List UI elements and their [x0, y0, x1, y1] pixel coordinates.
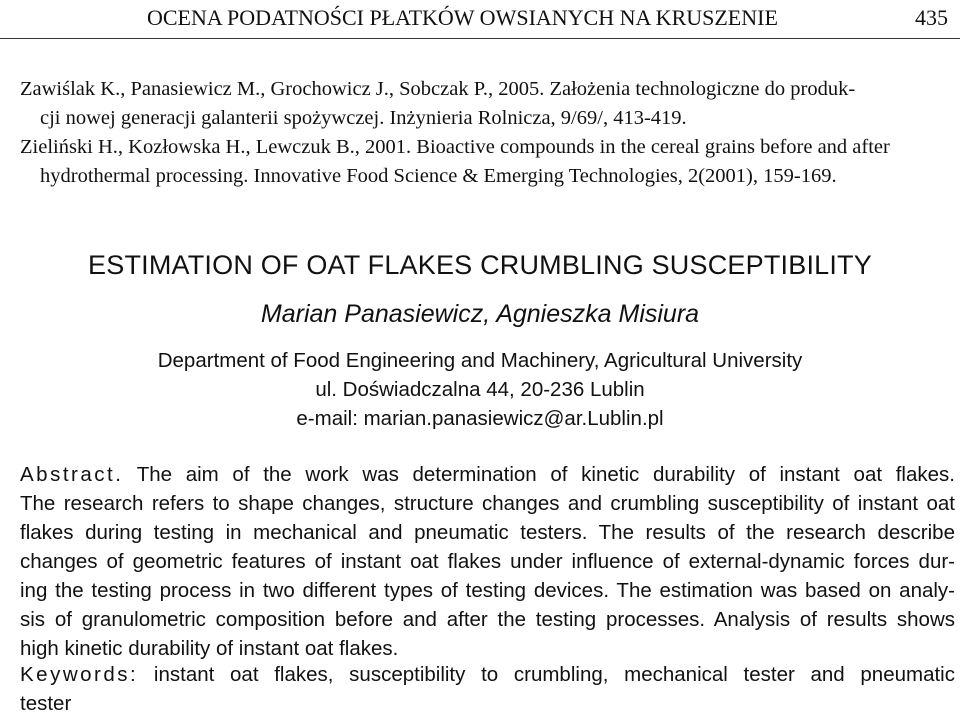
affiliation-email: e-mail: marian.panasiewicz@ar.Lublin.pl — [296, 407, 664, 430]
keywords-last-line: tester — [20, 692, 72, 715]
abstract-first-line-text: The aim of the work was determination of kinetic durability of instant oat flakes. — [123, 463, 955, 486]
running-title: OCENA PODATNOŚCI PŁATKÓW OWSIANYCH NA KRUSZENIE — [147, 5, 778, 30]
affiliation-address: ul. Doświadczalna 44, 20-236 Lublin — [315, 378, 645, 401]
keywords-block — [20, 660, 955, 718]
references-list — [20, 75, 955, 191]
abstract-line: high kinetic durability of instant oat flakes. — [20, 637, 399, 660]
reference-entry — [20, 133, 955, 191]
keywords-text: instant oat flakes, susceptibility to crumbling, mechanical tester and pneumatic — [138, 663, 955, 686]
abstract-first-line — [20, 460, 955, 489]
keywords-label: Keywords: — [20, 663, 139, 686]
abstract-line: flakes during testing in mechanical and pneumatic testers. The results of the research describe — [20, 521, 955, 544]
abstract-line: The research refers to shape changes, structure changes and crumbling susceptibility of instant oat — [20, 492, 955, 515]
abstract-block — [20, 460, 955, 663]
affiliation-block — [0, 346, 960, 433]
reference-line: hydrothermal processing. Innovative Food Science & Emerging Technologies, 2(2001), 159-169. — [40, 165, 837, 187]
reference-line: cji nowej generacji galanterii spożywczej. Inżynieria Rolnicza, 9/69/, 413-419. — [40, 107, 687, 129]
reference-entry — [20, 75, 955, 133]
abstract-line: sis of granulometric composition before and after the testing processes. Analysis of results shows — [20, 608, 955, 631]
article-authors: Marian Panasiewicz, Agnieszka Misiura — [260, 300, 700, 328]
abstract-line: changes of geometric features of instant oat flakes under influence of external-dynamic forces dur- — [20, 550, 955, 573]
keywords-first-line — [20, 660, 955, 689]
abstract-label: Abstract. — [20, 463, 124, 486]
page-number: 435 — [915, 5, 948, 30]
article-title: ESTIMATION OF OAT FLAKES CRUMBLING SUSCEPTIBILITY — [88, 250, 872, 280]
running-header — [0, 0, 960, 39]
affiliation-department: Department of Food Engineering and Machinery, Agricultural University — [157, 349, 803, 372]
reference-line: Zawiślak K., Panasiewicz M., Grochowicz J., Sobczak P., 2005. Założenia technologiczne do produk- — [20, 78, 856, 100]
abstract-line: ing the testing process in two different types of testing devices. The estimation was based on analy- — [20, 579, 955, 602]
reference-line: Zieliński H., Kozłowska H., Lewczuk B., 2001. Bioactive compounds in the cereal grains before and after — [20, 136, 890, 158]
